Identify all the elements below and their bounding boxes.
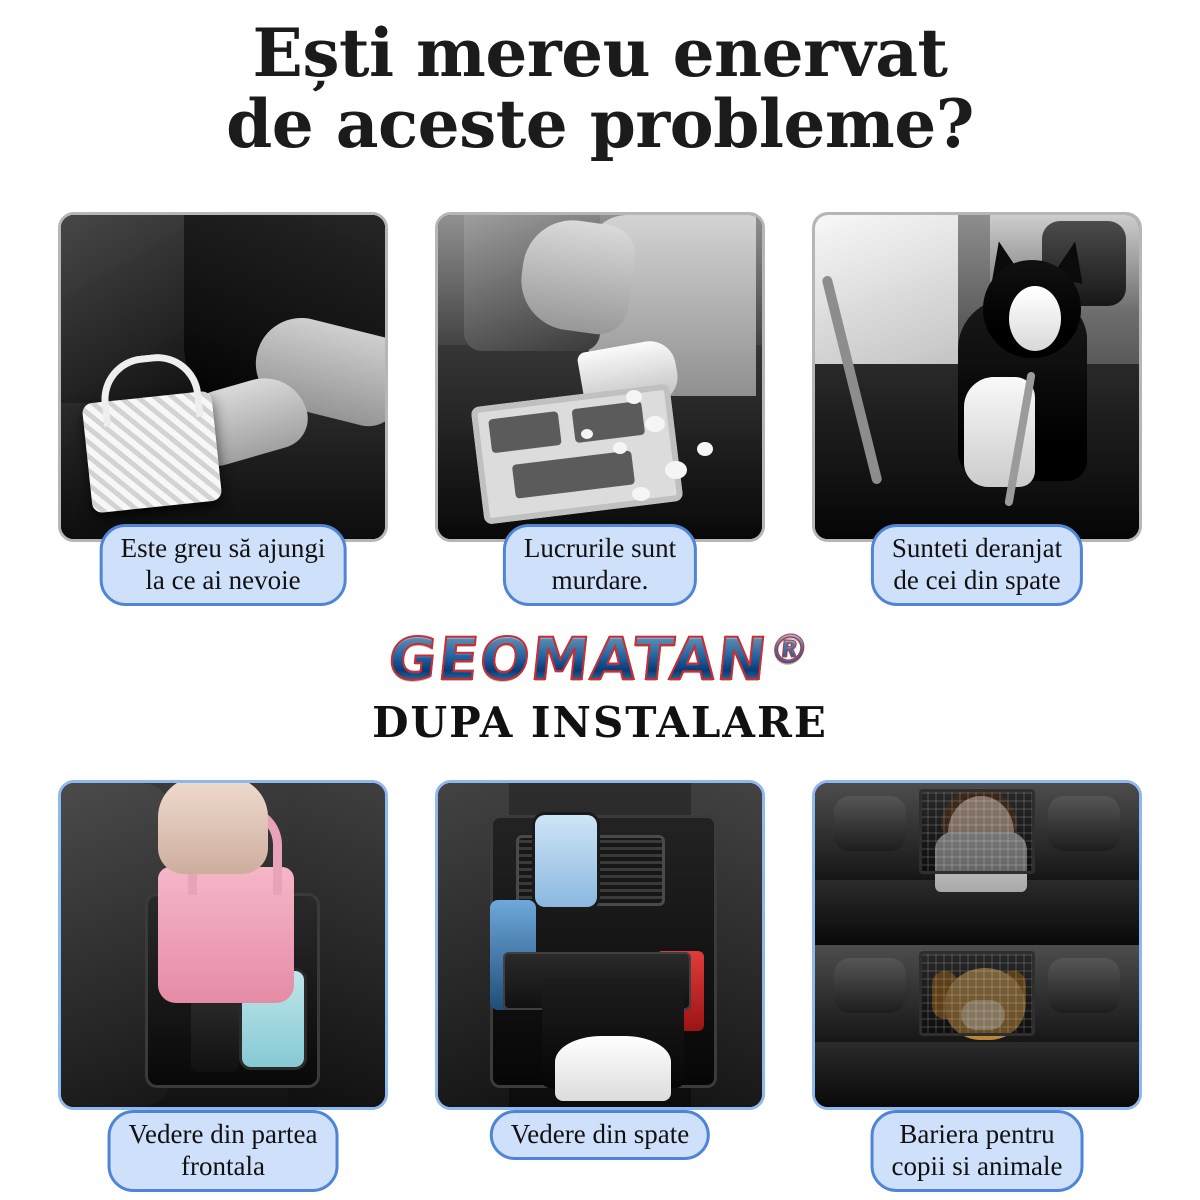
page-title xyxy=(0,14,1200,164)
brand-block xyxy=(0,625,1200,747)
caption-line-1: Vedere din spate xyxy=(510,1119,690,1149)
caption-line-1: Vedere din partea xyxy=(128,1119,318,1149)
solution-caption-3 xyxy=(871,1110,1084,1192)
solution-caption-1 xyxy=(108,1110,339,1192)
caption-line-2: la ce ai nevoie xyxy=(145,564,301,595)
section-subtitle: DUPA INSTALARE xyxy=(372,698,828,747)
solution-card-2 xyxy=(435,780,765,1149)
solution-caption-2 xyxy=(490,1110,710,1160)
solution-photo-rear-view xyxy=(435,780,765,1110)
problem-caption-3 xyxy=(871,524,1083,606)
problem-card-2 xyxy=(435,212,765,595)
problem-caption-1 xyxy=(100,524,347,606)
solution-photo-front-view xyxy=(58,780,388,1110)
solution-photo-barrier xyxy=(812,780,1142,1110)
caption-line-2: murdare. xyxy=(551,564,649,595)
problem-card-3 xyxy=(812,212,1142,595)
caption-line-2: frontala xyxy=(181,1150,265,1181)
headline-line-2: de aceste probleme? xyxy=(226,85,974,164)
headline-line-1: Ești mereu enervat xyxy=(252,14,948,92)
solution-card-1 xyxy=(58,780,388,1181)
problem-gallery xyxy=(0,212,1200,595)
caption-line-1: Bariera pentru xyxy=(899,1119,1055,1149)
problem-photo-handbag-footwell xyxy=(58,212,388,542)
problem-photo-crumbs xyxy=(435,212,765,542)
problem-photo-dog-rear-seat xyxy=(812,212,1142,542)
caption-line-2: copii si animale xyxy=(891,1150,1063,1181)
caption-line-1: Sunteti deranjat xyxy=(891,533,1063,563)
caption-line-1: Este greu să ajungi xyxy=(120,533,326,563)
solution-gallery xyxy=(0,780,1200,1181)
problem-card-1 xyxy=(58,212,388,595)
brand-name: GEOMATAN xyxy=(385,625,773,693)
brand-logo xyxy=(385,625,814,693)
problem-caption-2 xyxy=(503,524,697,606)
caption-line-1: Lucrurile sunt xyxy=(523,533,677,563)
solution-card-3 xyxy=(812,780,1142,1181)
registered-mark-icon: ® xyxy=(767,627,814,673)
caption-line-2: de cei din spate xyxy=(893,564,1061,595)
